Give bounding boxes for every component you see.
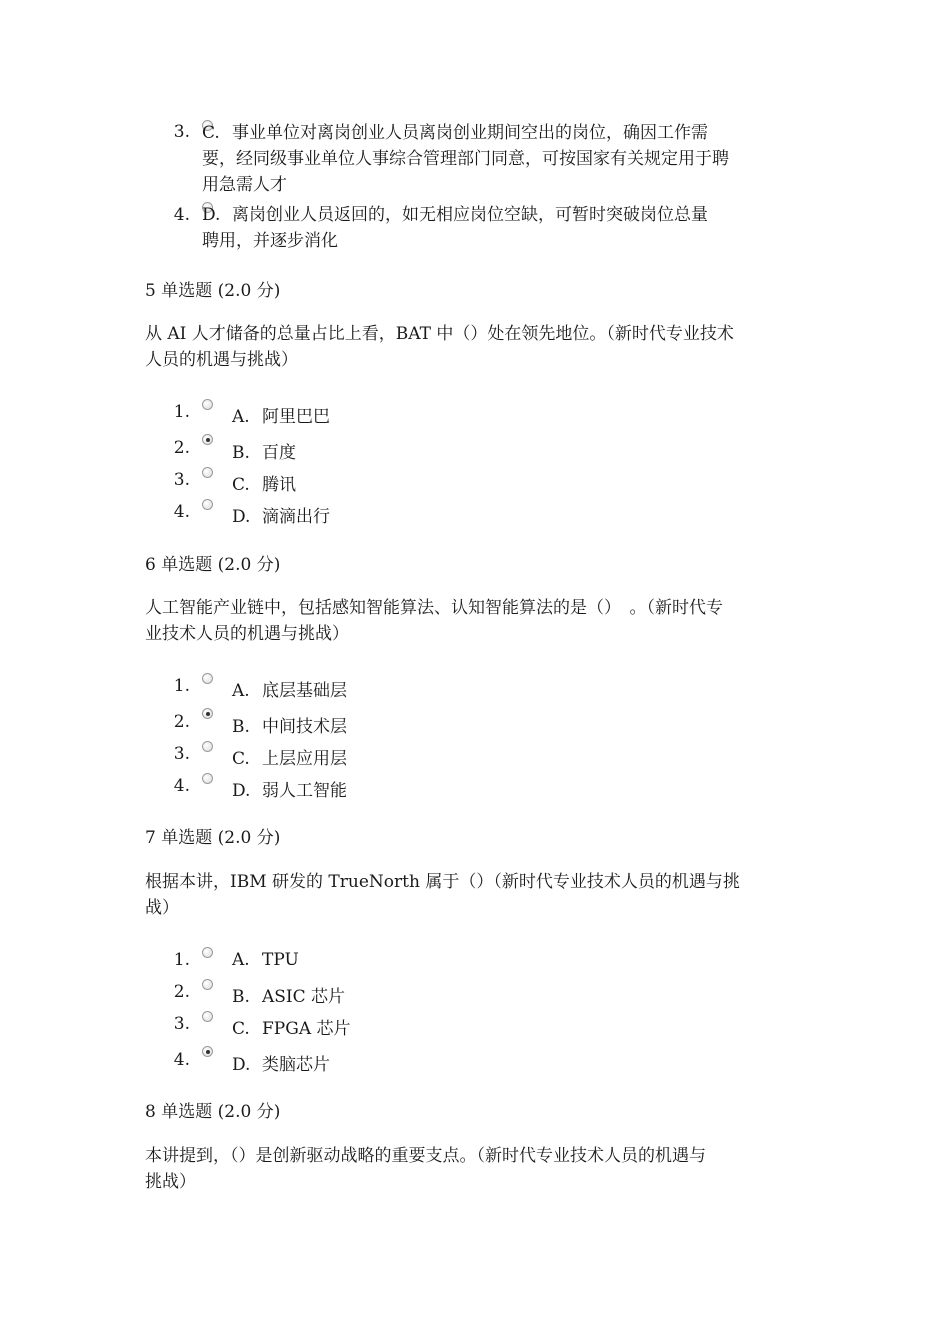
option-letter: C. (232, 749, 250, 769)
question-line: 从 AI 人才储备的总量占比上看，BAT 中（）处在领先地位。（新时代专业技术 (145, 324, 734, 344)
option-label: ASIC 芯片 (262, 987, 346, 1007)
q7-option-a[interactable] (0, 950, 950, 974)
radio-checked-icon[interactable] (202, 1046, 213, 1057)
radio-checked-icon[interactable] (202, 434, 213, 445)
option-text (232, 744, 347, 769)
option-number: 1. (173, 402, 190, 422)
option-letter: C. (232, 1019, 250, 1039)
option-text (232, 470, 296, 495)
option-label: 阿里巴巴 (262, 407, 330, 427)
option-text (232, 712, 347, 737)
option-label: 上层应用层 (262, 749, 347, 769)
radio-icon[interactable] (202, 467, 213, 478)
option-number: 1. (173, 676, 190, 696)
question-line: 战） (145, 898, 179, 918)
option-text (232, 1050, 330, 1075)
option-letter: D. (232, 781, 251, 801)
option-number: 4. (173, 776, 190, 796)
option-letter: D. (232, 1055, 251, 1075)
option-text-line: 事业单位对离岗创业人员离岗创业期间空出的岗位，确因工作需 (232, 123, 708, 143)
option-label: TPU (262, 950, 299, 970)
option-letter: A. (232, 950, 250, 970)
q5-option-c[interactable] (0, 470, 950, 494)
option-letter: C. (202, 123, 220, 143)
q4-option-c-text (202, 120, 812, 198)
q6-option-d[interactable] (0, 776, 950, 800)
option-number: 1. (173, 950, 190, 970)
option-letter: B. (232, 717, 250, 737)
option-number: 4. (173, 205, 190, 225)
option-letter: B. (232, 987, 250, 1007)
q5-option-a[interactable] (0, 402, 950, 426)
question-text (145, 869, 810, 921)
option-text (232, 438, 296, 463)
option-letter: D. (202, 205, 221, 225)
option-text (232, 1014, 351, 1039)
option-label: 类脑芯片 (262, 1055, 330, 1075)
option-text (232, 776, 347, 801)
radio-checked-icon[interactable] (202, 708, 213, 719)
radio-icon[interactable] (202, 399, 213, 410)
question-line: 本讲提到，（）是创新驱动战略的重要支点。（新时代专业技术人员的机遇与 (145, 1146, 706, 1166)
radio-icon[interactable] (202, 979, 213, 990)
option-text (232, 982, 345, 1007)
q6-option-b[interactable] (0, 712, 950, 736)
option-text (232, 676, 347, 701)
option-number: 2. (173, 438, 190, 458)
question-header: 8 单选题 (2.0 分) (145, 1102, 281, 1122)
question-line: 业技术人员的机遇与挑战） (145, 624, 349, 644)
q6-option-c[interactable] (0, 744, 950, 768)
option-number: 3. (173, 470, 190, 490)
option-text-line: 用急需人才 (202, 175, 287, 195)
option-letter: D. (232, 507, 251, 527)
option-label: FPGA 芯片 (262, 1019, 351, 1039)
option-label: 百度 (262, 443, 296, 463)
question-header: 5 单选题 (2.0 分) (145, 281, 281, 301)
option-text (232, 502, 330, 527)
option-text (232, 950, 299, 970)
option-label: 滴滴出行 (262, 507, 330, 527)
option-label: 中间技术层 (262, 717, 347, 737)
option-number: 4. (173, 502, 190, 522)
question-header: 6 单选题 (2.0 分) (145, 555, 281, 575)
question-text (145, 1143, 810, 1195)
option-letter: A. (232, 681, 250, 701)
option-text-line: 要，经同级事业单位人事综合管理部门同意，可按国家有关规定用于聘 (202, 149, 729, 169)
q4-option-d-text (202, 202, 812, 254)
option-text-line: 聘用，并逐步消化 (202, 231, 338, 251)
q5-option-d[interactable] (0, 502, 950, 526)
question-text (145, 321, 810, 373)
option-letter: A. (232, 407, 250, 427)
option-letter: C. (232, 475, 250, 495)
option-number: 2. (173, 982, 190, 1002)
q5-option-b[interactable] (0, 438, 950, 462)
option-label: 底层基础层 (262, 681, 347, 701)
radio-icon[interactable] (202, 1011, 213, 1022)
question-line: 挑战） (145, 1172, 196, 1192)
question-line: 根据本讲，IBM 研发的 TrueNorth 属于（）（新时代专业技术人员的机遇与挑 (145, 872, 740, 892)
radio-icon[interactable] (202, 741, 213, 752)
q7-option-d[interactable] (0, 1050, 950, 1074)
radio-icon[interactable] (202, 499, 213, 510)
question-line: 人员的机遇与挑战） (145, 350, 298, 370)
radio-icon[interactable] (202, 673, 213, 684)
option-number: 3. (173, 122, 190, 142)
option-text-line: 离岗创业人员返回的，如无相应岗位空缺，可暂时突破岗位总量 (232, 205, 708, 225)
option-letter: B. (232, 443, 250, 463)
option-label: 弱人工智能 (262, 781, 347, 801)
question-line: 人工智能产业链中，包括感知智能算法、认知智能算法的是（） 。（新时代专 (145, 598, 723, 618)
q6-option-a[interactable] (0, 676, 950, 700)
question-header: 7 单选题 (2.0 分) (145, 828, 281, 848)
q7-option-b[interactable] (0, 982, 950, 1006)
option-number: 2. (173, 712, 190, 732)
option-number: 3. (173, 1014, 190, 1034)
question-text (145, 595, 810, 647)
option-number: 4. (173, 1050, 190, 1070)
option-label: 腾讯 (262, 475, 296, 495)
radio-icon[interactable] (202, 947, 213, 958)
option-number: 3. (173, 744, 190, 764)
option-text (232, 402, 330, 427)
q7-option-c[interactable] (0, 1014, 950, 1038)
radio-icon[interactable] (202, 773, 213, 784)
